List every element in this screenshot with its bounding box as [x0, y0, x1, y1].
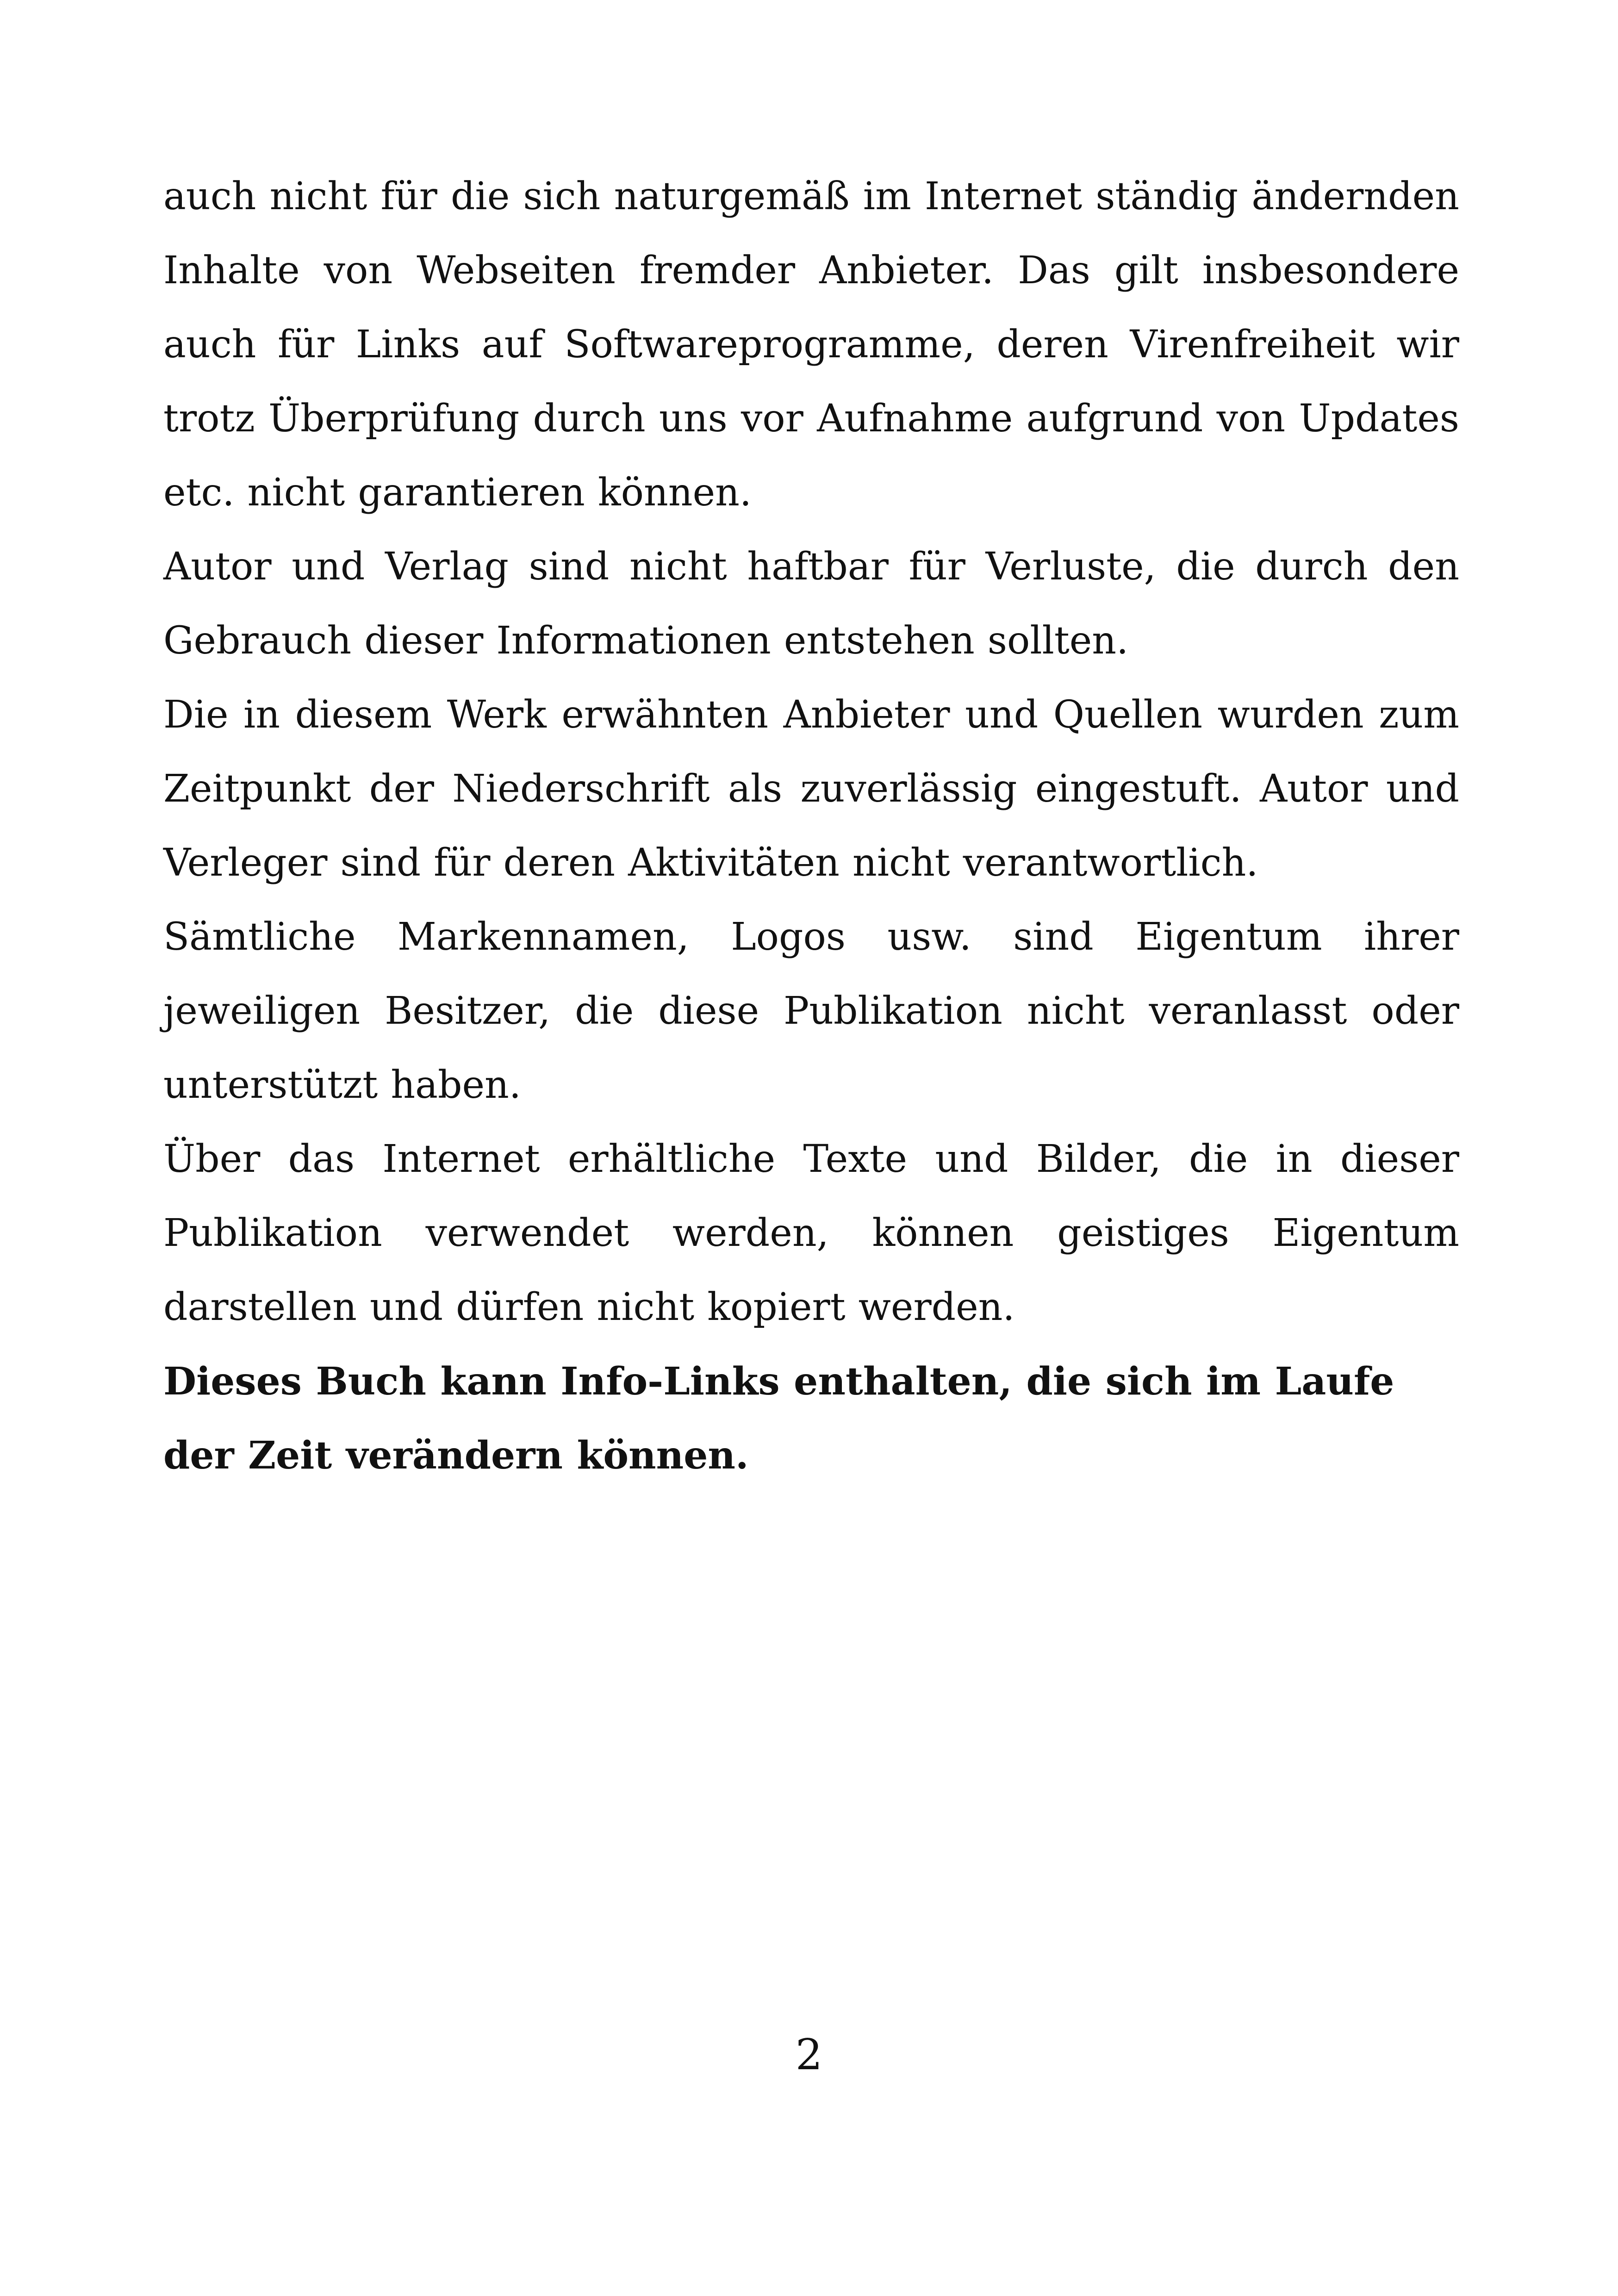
paragraph-info-links-notice: Dieses Buch kann Info-Links enthalten, die sich im Laufe der Zeit verändern können. — [163, 1359, 1394, 1478]
paragraph-loss-liability: Autor und Verlag sind nicht haftbar für Verluste, die durch den Gebrauch dieser Informationen entstehen sollten. — [163, 545, 1459, 663]
paragraph-sources: Die in diesem Werk erwähnten Anbieter und Quellen wurden zum Zeitpunkt der Niederschrift als zuverlässig eingestuft. Autor und Verleger sind für deren Aktivitäten nicht verantwortlich. — [163, 693, 1459, 885]
body-text — [163, 160, 1459, 1493]
paragraph-trademarks: Sämtliche Markennamen, Logos usw. sind Eigentum ihrer jeweiligen Besitzer, die diese Publikation nicht veranlasst oder unterstützt haben. — [163, 915, 1459, 1107]
page-number: 2 — [795, 2030, 823, 2079]
paragraph-copyright: Über das Internet erhältliche Texte und Bilder, die in dieser Publikation verwendet werden, können geistiges Eigentum darstellen und dürfen nicht kopiert werden. — [163, 1137, 1459, 1329]
paragraph-content-liability: auch nicht für die sich naturgemäß im Internet ständig ändernden Inhalte von Webseiten fremder Anbieter. Das gilt insbesondere auch für Links auf Softwareprogramme, deren Virenfreiheit wir trotz Überprüfung durch uns vor Aufnahme aufgrund von Updates etc. nicht garantieren können. — [163, 174, 1459, 515]
